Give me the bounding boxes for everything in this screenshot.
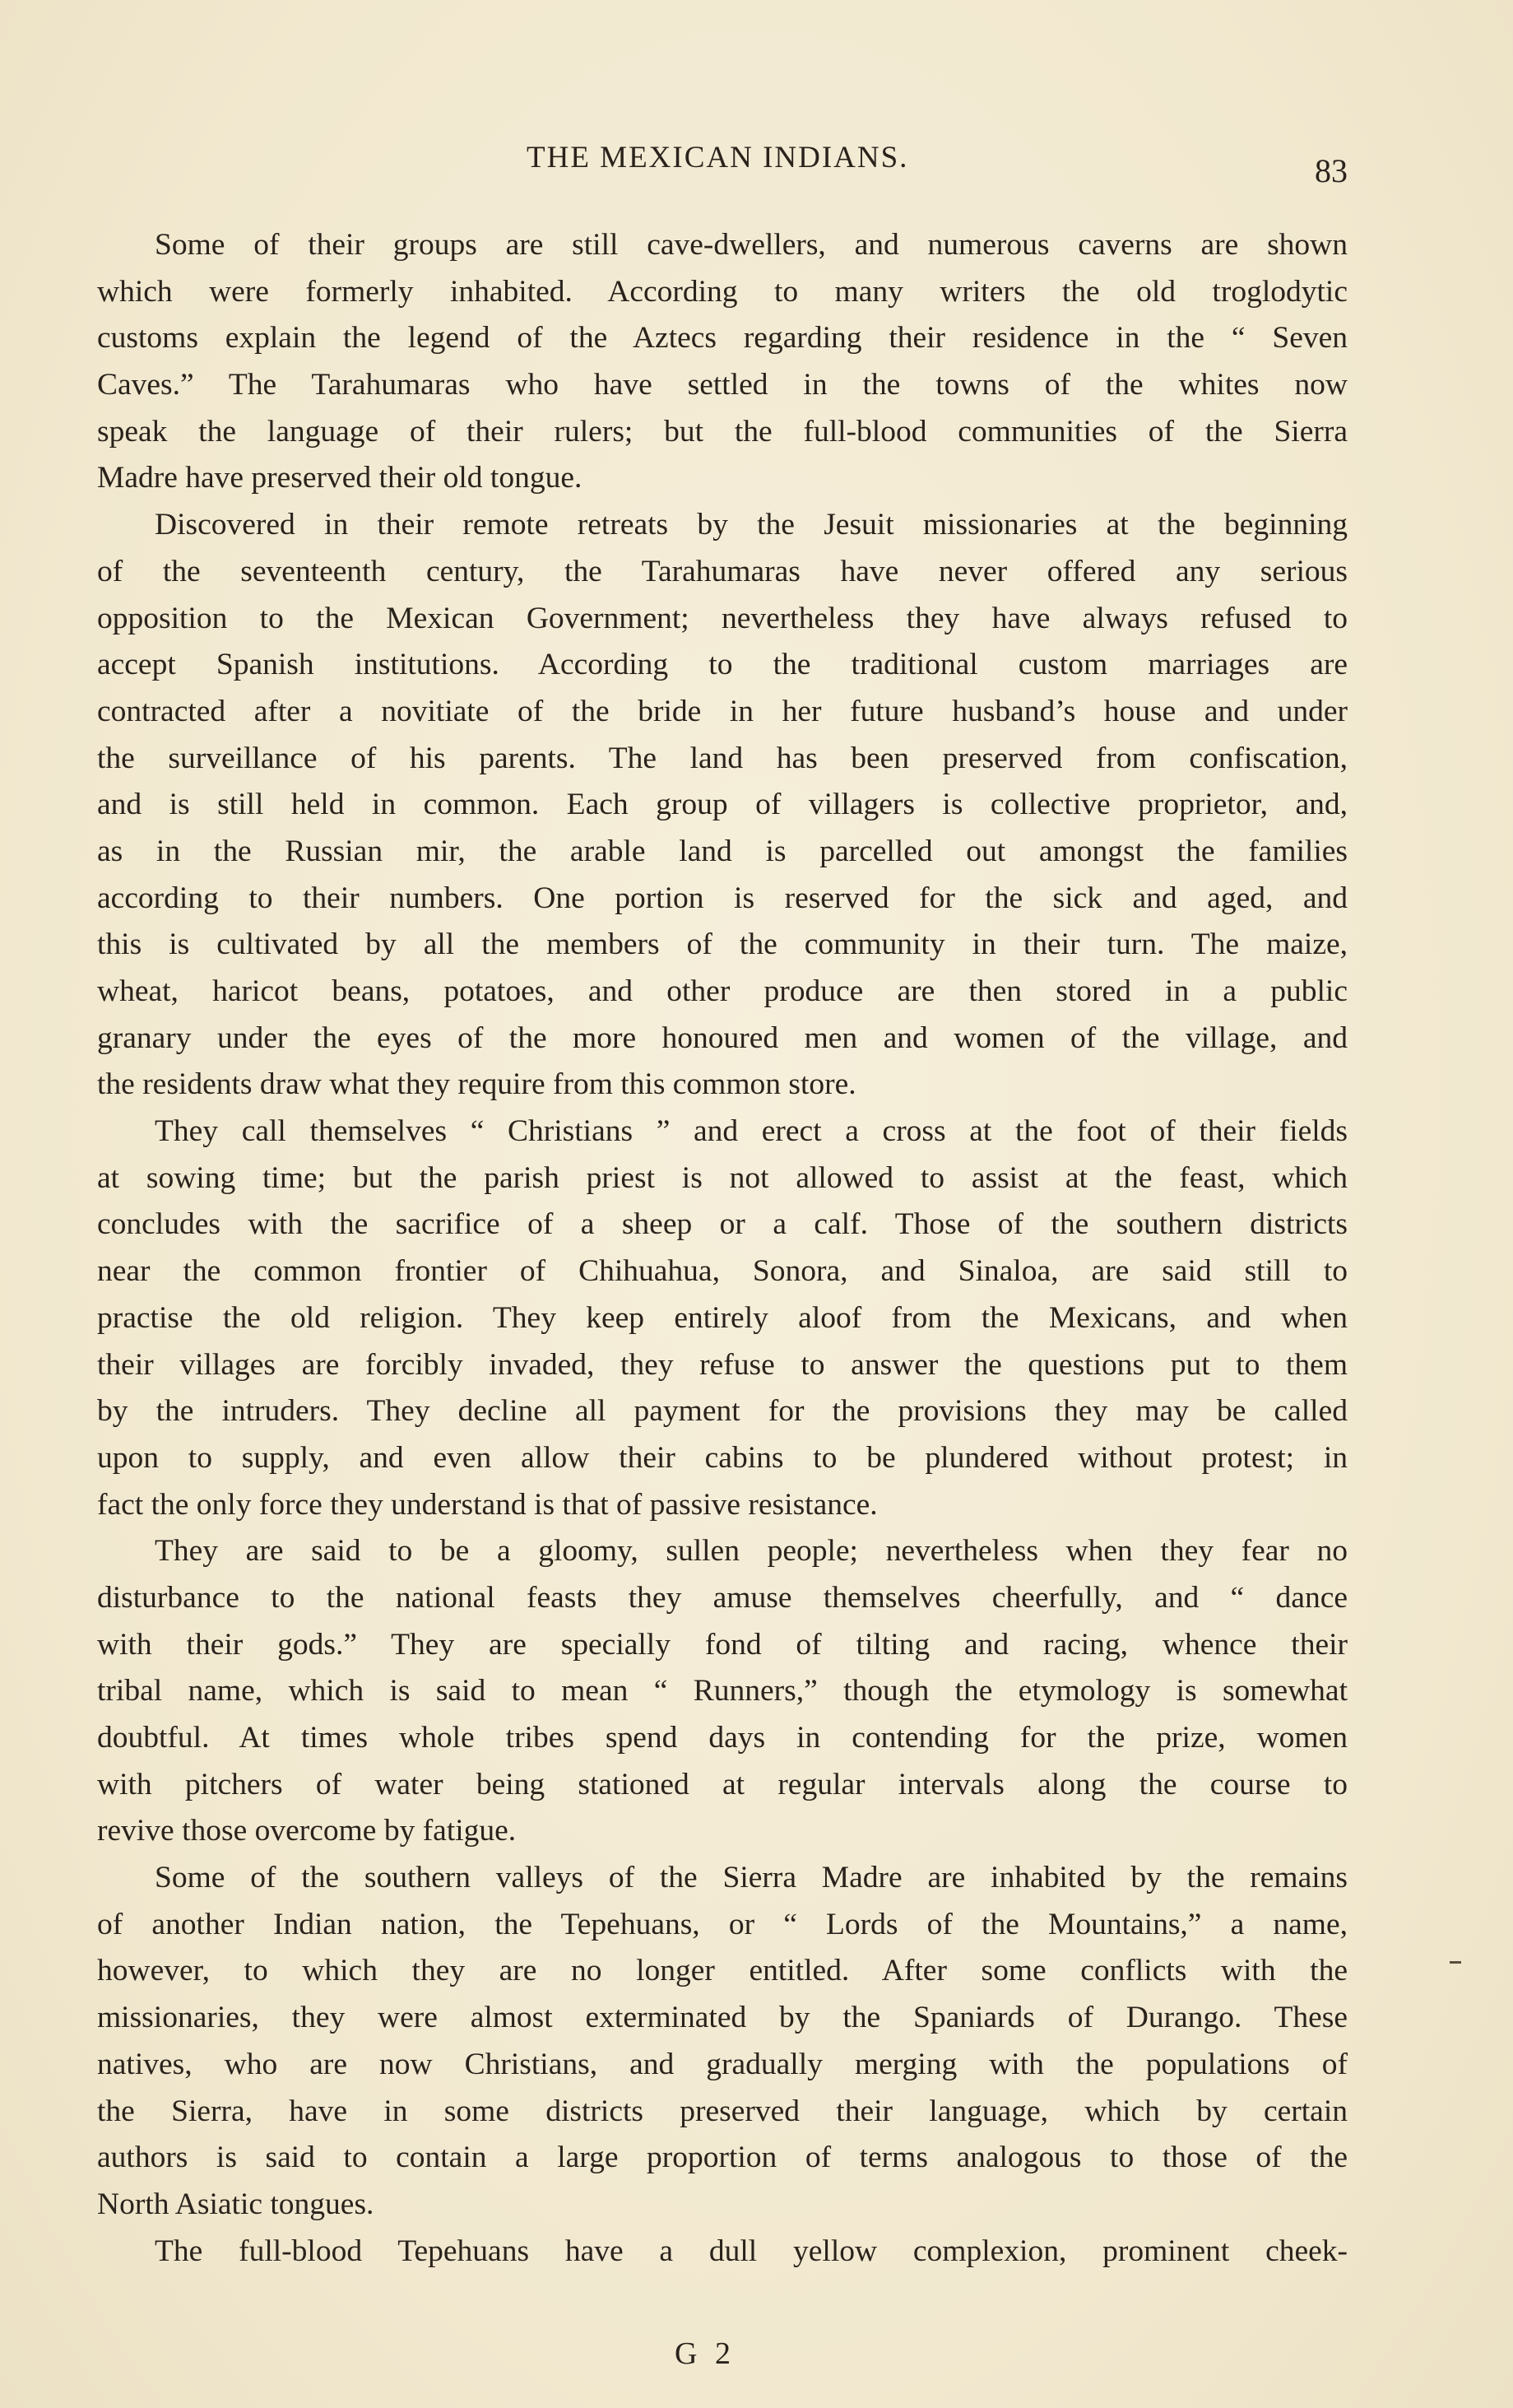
text-line: contracted after a novitiate of the bride in her future husband’s house and under — [97, 694, 1348, 728]
text-line: this is cultivated by all the members of the community in their turn. The maize, — [97, 927, 1348, 962]
paragraph — [97, 222, 1348, 502]
paragraph — [97, 502, 1348, 1109]
text-line: with their gods.” They are specially fond of tilting and racing, whence their — [97, 1627, 1348, 1662]
text-line: of the seventeenth century, the Tarahumaras have never offered any serious — [97, 554, 1348, 588]
text-line: doubtful. At times whole tribes spend days in contending for the prize, women — [97, 1721, 1348, 1755]
text-line: revive those overcome by fatigue. — [97, 1814, 517, 1848]
text-line: tribal name, which is said to mean “ Runners,” though the etymology is somewhat — [97, 1674, 1348, 1708]
text-line: the surveillance of his parents. The land has been preserved from confiscation, — [97, 741, 1348, 775]
text-line: with pitchers of water being stationed at regular intervals along the course to — [97, 1767, 1348, 1801]
paragraph — [97, 1528, 1348, 1855]
text-line: by the intruders. They decline all payment for the provisions they may be called — [97, 1394, 1348, 1429]
text-line: granary under the eyes of the more honoured men and women of the village, and — [97, 1020, 1348, 1055]
text-line: Some of their groups are still cave-dwellers, and numerous caverns are shown — [155, 228, 1348, 262]
text-line: They call themselves “ Christians ” and erect a cross at the foot of their fields — [155, 1114, 1348, 1149]
text-line: however, to which they are no longer entitled. After some conflicts with the — [97, 1954, 1348, 1988]
signature-mark: G 2 — [675, 2336, 736, 2371]
paragraph — [97, 1109, 1348, 1528]
text-line: their villages are forcibly invaded, they refuse to answer the questions put to them — [97, 1347, 1348, 1382]
text-line: and is still held in common. Each group of villagers is collective proprietor, and, — [97, 788, 1348, 822]
text-line: Discovered in their remote retreats by the Jesuit missionaries at the beginning — [155, 508, 1348, 542]
text-line: speak the language of their rulers; but the full-blood communities of the Sierra — [97, 414, 1348, 449]
paragraph — [97, 1855, 1348, 2229]
text-line: authors is said to contain a large proportion of terms analogous to those of the — [97, 2141, 1348, 2175]
text-line: wheat, haricot beans, potatoes, and other produce are then stored in a public — [97, 974, 1348, 1008]
text-line: accept Spanish institutions. According to the traditional custom marriages are — [97, 648, 1348, 682]
text-line: practise the old religion. They keep entirely aloof from the Mexicans, and when — [97, 1300, 1348, 1335]
text-line: disturbance to the national feasts they amuse themselves cheerfully, and “ dance — [97, 1580, 1348, 1615]
margin-mark — [1450, 1961, 1461, 1964]
text-line: They are said to be a gloomy, sullen people; nevertheless when they fear no — [155, 1534, 1348, 1569]
text-line: the residents draw what they require from this common store. — [97, 1067, 856, 1102]
text-line: Caves.” The Tarahumaras who have settled in the towns of the whites now — [97, 368, 1348, 402]
text-line: Madre have preserved their old tongue. — [97, 461, 582, 495]
text-line: near the common frontier of Chihuahua, Sonora, and Sinaloa, are said still to — [97, 1254, 1348, 1289]
running-title: THE MEXICAN INDIANS. — [527, 141, 909, 174]
text-line: which were formerly inhabited. According to many writers the old troglodytic — [97, 274, 1348, 309]
text-line: natives, who are now Christians, and gradually merging with the populations of — [97, 2047, 1348, 2081]
text-line: the Sierra, have in some districts preserved their language, which by certain — [97, 2094, 1348, 2128]
running-head — [0, 140, 1513, 189]
text-line: according to their numbers. One portion is reserved for the sick and aged, and — [97, 881, 1348, 915]
text-line: The full-blood Tepehuans have a dull yellow complexion, prominent cheek- — [155, 2234, 1348, 2268]
text-line: missionaries, they were almost exterminated by the Spaniards of Durango. These — [97, 2001, 1348, 2035]
text-line: concludes with the sacrifice of a sheep or a calf. Those of the southern districts — [97, 1207, 1348, 1242]
text-line: as in the Russian mir, the arable land is parcelled out amongst the families — [97, 834, 1348, 868]
body-text — [97, 222, 1348, 2275]
text-line: North Asiatic tongues. — [97, 2187, 374, 2221]
text-line: upon to supply, and even allow their cabins to be plundered without protest; in — [97, 1440, 1348, 1475]
text-line: at sowing time; but the parish priest is not allowed to assist at the feast, which — [97, 1160, 1348, 1195]
text-line: customs explain the legend of the Aztecs regarding their residence in the “ Seven — [97, 321, 1348, 356]
text-line: of another Indian nation, the Tepehuans, or “ Lords of the Mountains,” a name, — [97, 1907, 1348, 1941]
page-number: 83 — [1315, 152, 1348, 189]
text-line: fact the only force they understand is that of passive resistance. — [97, 1487, 878, 1522]
text-line: Some of the southern valleys of the Sierra Madre are inhabited by the remains — [155, 1861, 1348, 1895]
paragraph — [97, 2229, 1348, 2276]
text-line: opposition to the Mexican Government; nevertheless they have always refused to — [97, 601, 1348, 635]
